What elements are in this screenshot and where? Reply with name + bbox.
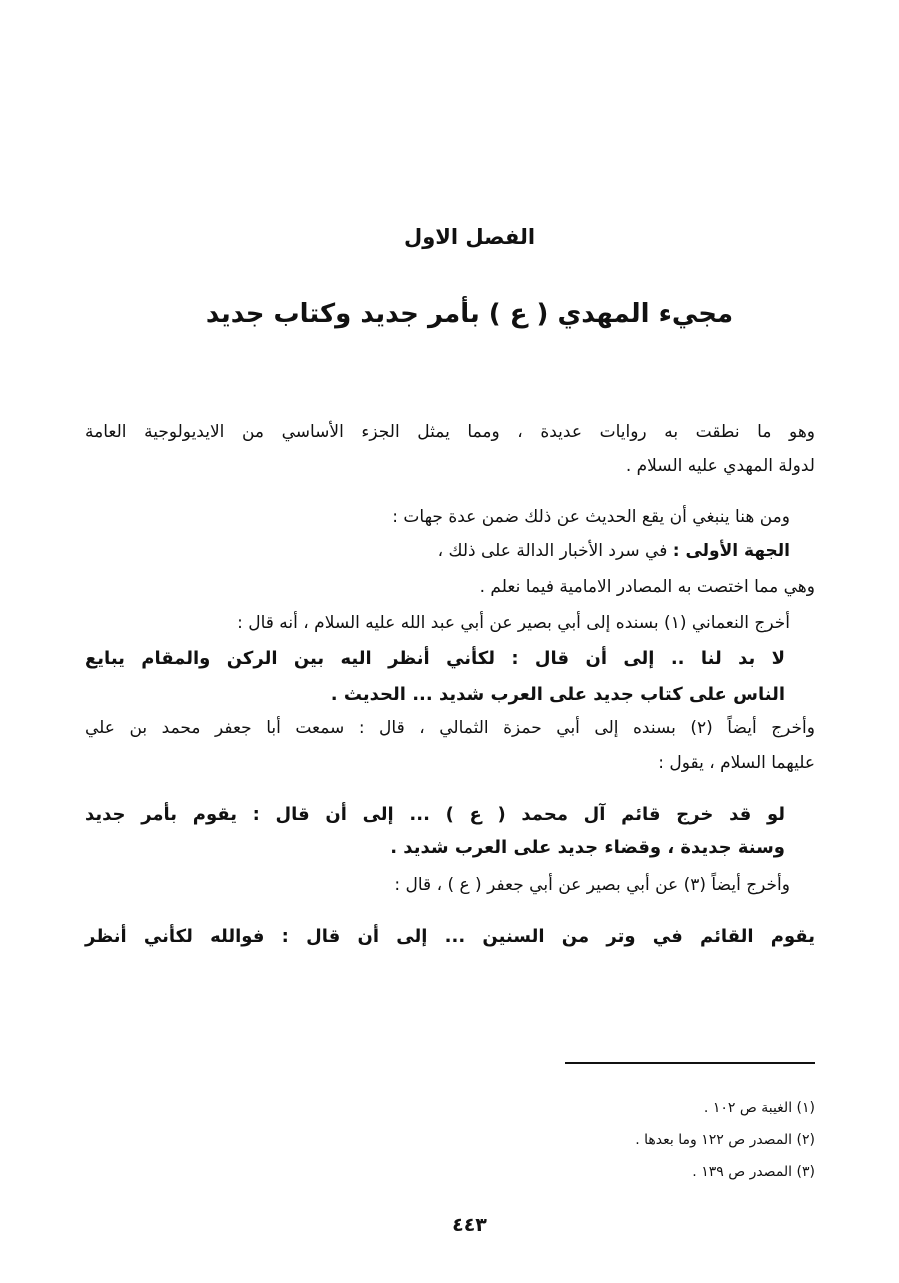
footnote: (١) الغيبة ص ١٠٢ . (703, 1100, 815, 1116)
body-line: وهو ما نطقت به روايات عديدة ، ومما يمثل الجزء الأساسي من الايديولوجية العامة (85, 422, 815, 442)
aspect-text: في سرد الأخبار الدالة على ذلك ، (437, 541, 668, 561)
body-line (438, 538, 790, 564)
body-line: أخرج النعماني (١) بسنده إلى أبي بصير عن أبي عبد الله عليه السلام ، أنه قال : (237, 613, 790, 633)
aspect-label: الجهة الأولى : (672, 541, 790, 561)
body-line: وهي مما اختصت به المصادر الامامية فيما نعلم . (479, 577, 815, 597)
body-line: لدولة المهدي عليه السلام . (625, 456, 815, 476)
body-line: ومن هنا ينبغي أن يقع الحديث عن ذلك ضمن عدة جهات : (392, 507, 790, 527)
footnote: (٣) المصدر ص ١٣٩ . (692, 1164, 815, 1180)
footnote-divider (565, 1062, 815, 1064)
quote-line: لا بد لنا .. إلى أن قال : لكأني أنظر اليه بين الركن والمقام يبايع (85, 648, 785, 669)
body-line: وأخرج أيضاً (٣) عن أبي بصير عن أبي جعفر ( ع ) ، قال : (394, 875, 790, 895)
page-number: ٤٤٣ (452, 1214, 487, 1236)
quote-line: وسنة جديدة ، وقضاء جديد على العرب شديد . (390, 837, 785, 858)
footnote: (٢) المصدر ص ١٢٢ وما بعدها . (635, 1132, 815, 1148)
quote-line: الناس على كتاب جديد على العرب شديد ... الحديث . (330, 684, 785, 705)
quote-line: يقوم القائم في وتر من السنين ... إلى أن قال : فوالله لكأني أنظر (85, 926, 815, 947)
body-line: عليهما السلام ، يقول : (658, 753, 815, 773)
chapter-heading: الفصل الاول (403, 225, 536, 249)
quote-line: لو قد خرج قائم آل محمد ( ع ) ... إلى أن قال : يقوم بأمر جديد (85, 804, 785, 825)
body-line: وأخرج أيضاً (٢) بسنده إلى أبي حمزة الثمالي ، قال : سمعت أبا جعفر محمد بن علي (85, 718, 815, 738)
section-title: مجيء المهدي ( ع ) بأمر جديد وكتاب جديد (205, 299, 734, 329)
